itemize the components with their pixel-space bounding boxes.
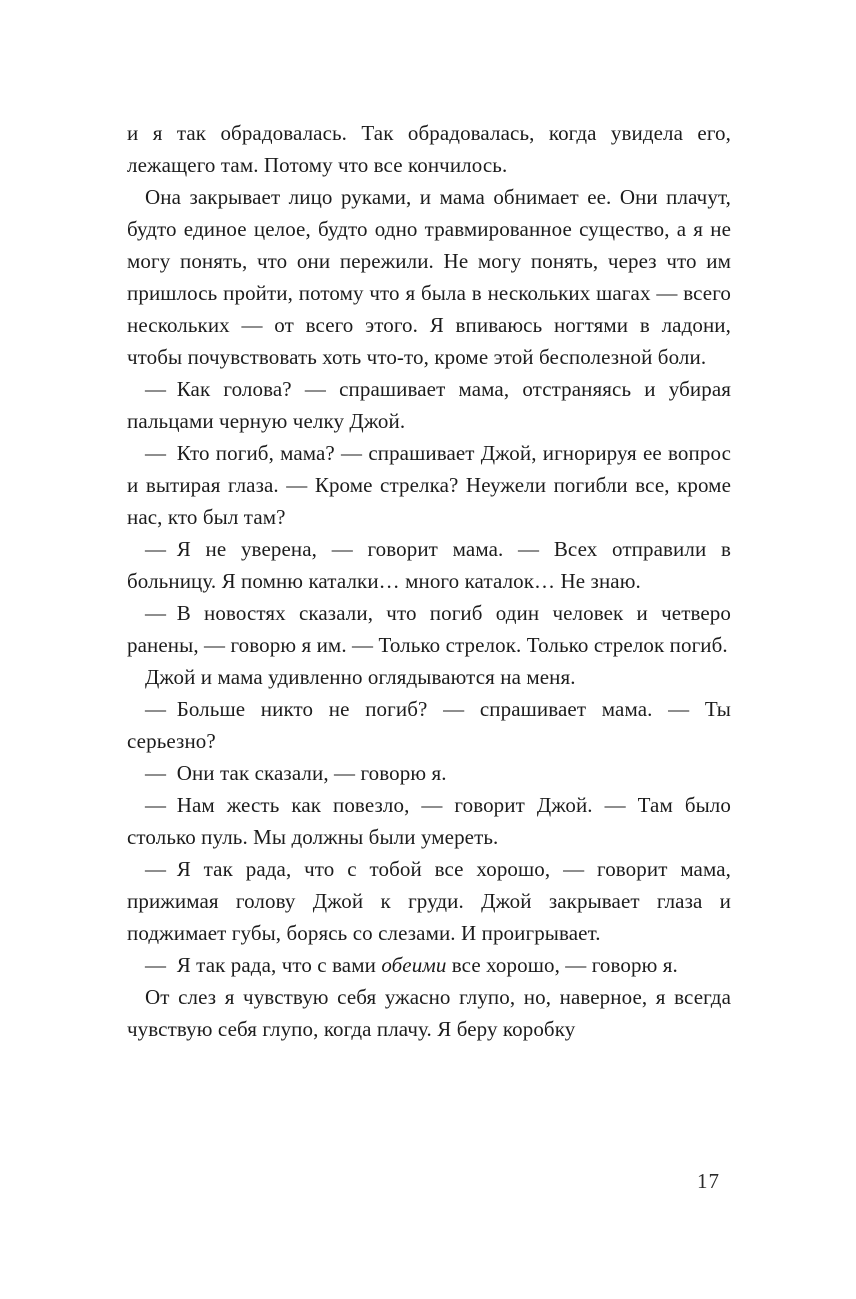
paragraph (127, 117, 731, 181)
text-segment: — Нам жесть как повезло, — говорит Джой. — Там было столько пуль. Мы должны были умереть. (127, 793, 731, 849)
paragraph (127, 789, 731, 853)
paragraph (127, 661, 731, 693)
text-segment: Она закрывает лицо руками, и мама обнимает ее. Они плачут, будто единое целое, будто одно травмированное существо, а я не могу понять, что они пережили. Не могу понять, через что им пришлось пройти, потому что я была в нескольких шагах — всего нескольких — от всего этого. Я впиваюсь ногтями в ладони, чтобы почувствовать хоть что-то, кроме этой бесполезной боли. (127, 185, 731, 369)
text-segment: — Я так рада, что с тобой все хорошо, — говорит мама, прижимая голову Джой к груди. Джой закрывает глаза и поджимает губы, борясь со слезами. И проигрывает. (127, 857, 731, 945)
paragraph (127, 981, 731, 1045)
paragraph (127, 757, 731, 789)
text-segment: — В новостях сказали, что погиб один человек и четверо ранены, — говорю я им. — Только стрелок. Только стрелок погиб. (127, 601, 731, 657)
text-segment: и я так обрадовалась. Так обрадовалась, когда увидела его, лежащего там. Потому что все кончилось. (127, 121, 731, 177)
text-segment: все хорошо, — говорю я. (446, 953, 678, 977)
paragraph (127, 181, 731, 373)
page-text (127, 117, 731, 1045)
paragraph (127, 437, 731, 533)
paragraph (127, 533, 731, 597)
paragraph (127, 373, 731, 437)
text-segment: — Как голова? — спрашивает мама, отстраняясь и убирая пальцами черную челку Джой. (127, 377, 731, 433)
text-segment: — Они так сказали, — говорю я. (145, 761, 447, 785)
paragraph (127, 693, 731, 757)
text-segment: — Я так рада, что с вами (145, 953, 382, 977)
page-number: 17 (697, 1169, 720, 1193)
text-segment: От слез я чувствую себя ужасно глупо, но, наверное, я всегда чувствую себя глупо, когда плачу. Я беру коробку (127, 985, 731, 1041)
text-segment: Джой и мама удивленно оглядываются на меня. (145, 665, 576, 689)
text-segment: — Я не уверена, — говорит мама. — Всех отправили в больницу. Я помню каталки… много каталок… Не знаю. (127, 537, 731, 593)
paragraph (127, 949, 731, 981)
text-segment: — Кто погиб, мама? — спрашивает Джой, игнорируя ее вопрос и вытирая глаза. — Кроме стрелка? Неужели погибли все, кроме нас, кто был там? (127, 441, 731, 529)
italic-text: обеими (381, 953, 447, 977)
paragraph (127, 597, 731, 661)
text-segment: — Больше никто не погиб? — спрашивает мама. — Ты серьезно? (127, 697, 731, 753)
paragraph (127, 853, 731, 949)
